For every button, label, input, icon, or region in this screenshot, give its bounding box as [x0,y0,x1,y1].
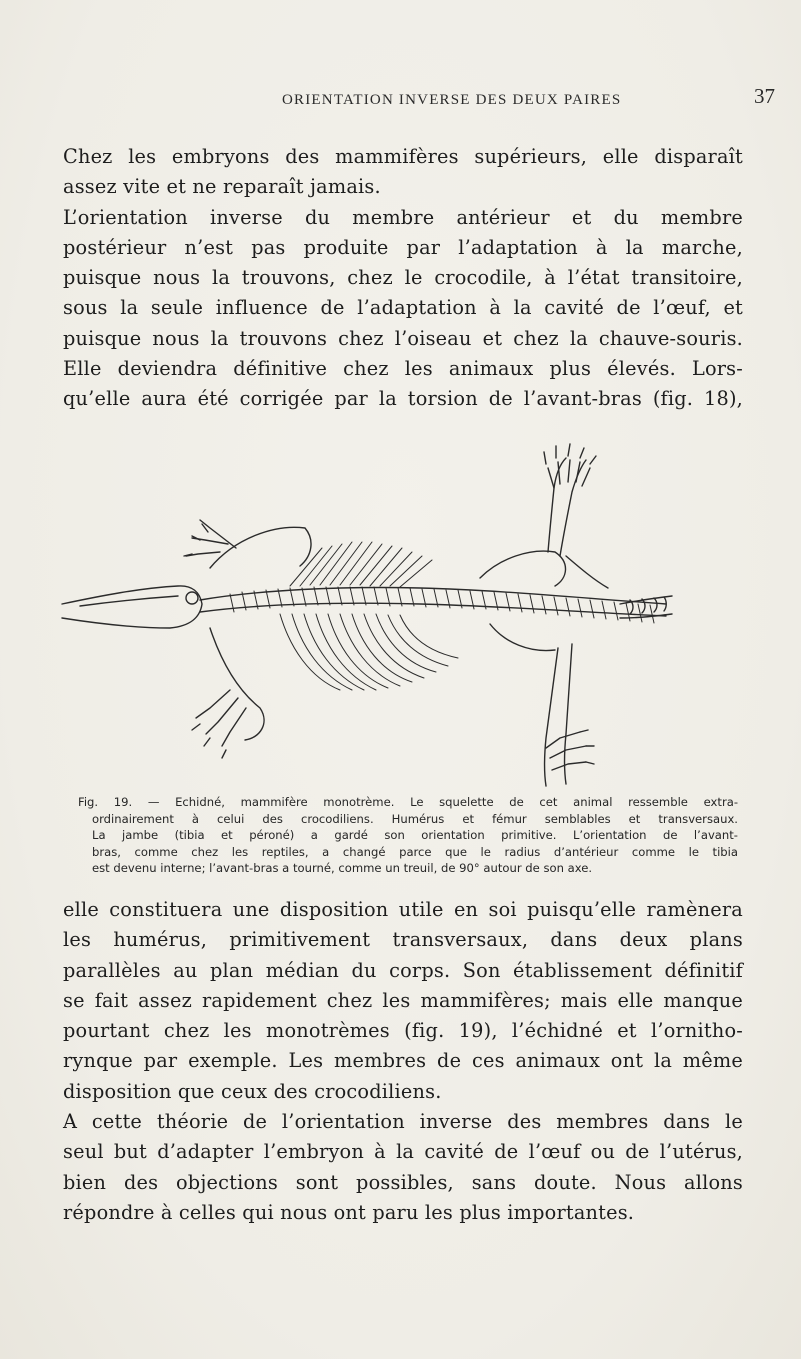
figure-caption [78,794,738,877]
text-line: elle constituera une disposition utile en soi puisqu’elle ramènera [63,898,743,921]
text-line: se fait assez rapidement chez les mammifères; mais elle manque [63,988,743,1012]
text-line: parallèles au plan médian du corps. Son établissement définitif [63,958,743,982]
caption-line: La jambe (tibia et péroné) a gardé son orientation primitive. L’orientation de l’avant- [92,828,738,843]
text-line: sous la seule influence de l’adaptation à la cavité de l’œuf, et [63,296,743,320]
text-line: L’orientation inverse du membre antérieur et du membre [63,205,743,229]
text-line: Elle deviendra définitive chez les animaux plus élevés. Lors- [63,357,743,381]
text-line: répondre à celles qui nous ont paru les plus importantes. [63,1200,635,1224]
text-line: pourtant chez les monotrèmes (fig. 19), l’échidné et l’ornitho- [63,1019,743,1043]
caption-line: est devenu interne; l’avant-bras a tourné, comme un treuil, de 90° autour de son axe. [92,861,593,876]
text-line: qu’elle aura été corrigée par la torsion de l’avant-bras (fig. 18), [63,387,743,411]
text-line: bien des objections sont possibles, sans doute. Nous allons [63,1170,743,1194]
text-line: A cette théorie de l’orientation inverse des membres dans le [63,1110,743,1134]
echidna-skeleton-illustration [60,428,680,808]
text-line: disposition que ceux des crocodiliens. [63,1079,442,1103]
text-line: puisque nous la trouvons chez l’oiseau et chez la chauve-souris. [63,326,743,350]
caption-line: bras, comme chez les reptiles, a changé parce que le radius d’antérieur comme le tibia [92,844,738,859]
text-line: les humérus, primitivement transversaux, dans deux plans [63,928,743,952]
running-title: ORIENTATION INVERSE DES DEUX PAIRES [282,92,622,108]
text-line: seul but d’adapter l’embryon à la cavité de l’œuf ou de l’utérus, [63,1140,743,1164]
text-line: Chez les embryons des mammifères supérieurs, elle disparaît [63,145,743,168]
text-line: postérieur n’est pas produite par l’adaptation à la marche, [63,235,743,259]
text-line: puisque nous la trouvons, chez le crocodile, à l’état transitoire, [63,266,743,290]
paragraph-top [63,142,743,415]
paragraph-bottom [63,895,743,1228]
text-line: rynque par exemple. Les membres de ces animaux ont la même [63,1049,743,1073]
caption-line: ordinairement à celui des crocodiliens. Humérus et fémur semblables et transversaux. [92,811,738,826]
page-number: 37 [754,84,775,108]
text-line: assez vite et ne reparaît jamais. [63,175,381,199]
caption-line: Fig. 19. — Echidné, mammifère monotrème. Le squelette de cet animal ressemble extra- [78,795,738,809]
